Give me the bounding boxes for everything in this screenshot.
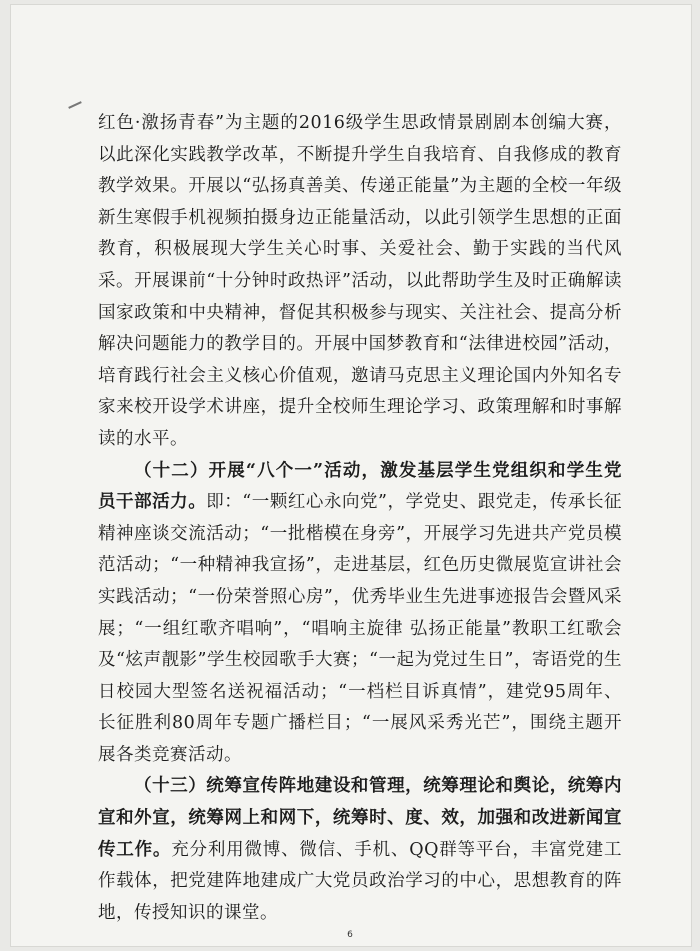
paragraph-3 [98, 771, 622, 929]
paragraph-3-body: 充分利用微博、微信、手机、QQ群等平台，丰富党建工作载体，把党建阵地建成广大党员政治学习的中心，思想教育的阵地，传授知识的课堂。 [98, 839, 622, 923]
paragraph-2-body: 即：“一颗红心永向党”，学党史、跟党走，传承长征精神座谈交流活动；“一批楷模在身旁”，开展学习先进共产党员模范活动；“一种精神我宣扬”，走进基层，红色历史微展览宣讲社会实践活动；“一份荣誉照心房”，优秀毕业生先进事迹报告会暨风采展；“一组红歌齐唱响”，“唱响主旋律 弘扬正能量”教职工红歌会及“炫声靓影”学生校园歌手大赛；“一起为党过生日”，寄语党的生日校园大型签名送祝福活动；“一档栏目诉真情”，建党95周年、长征胜利80周年专题广播栏目；“一展风采秀光芒”，围绕主题开展各类竞赛活动。 [98, 492, 622, 765]
paragraph-2 [98, 456, 622, 772]
paragraph-3-heading: （十三）统筹宣传阵地建设和管理，统筹理论和舆论，统筹内宣和外宣，统筹网上和网下，统筹时、度、效，加强和改进新闻宣传工作。 [98, 776, 622, 860]
scan-mark [68, 101, 82, 109]
page-number: 6 [347, 930, 353, 940]
paragraph-1: 红色·激扬青春”为主题的2016级学生思政情景剧剧本创编大赛，以此深化实践教学改革，不断提升学生自我培育、自我修成的教育教学效果。开展以“弘扬真善美、传递正能量”为主题的全校一年级新生寒假手机视频拍摄身边正能量活动，以此引领学生思想的正面教育，积极展现大学生关心时事、关爱社会、勤于实践的当代风采。开展课前“十分钟时政热评”活动，以此帮助学生及时正确解读国家政策和中央精神，督促其积极参与现实、关注社会、提高分析解决问题能力的教学目的。开展中国梦教育和“法律进校园”活动，培育践行社会主义核心价值观，邀请马克思主义理论国内外知名专家来校开设学术讲座，提升全校师生理论学习、政策理解和时事解读的水平。 [98, 113, 622, 449]
paragraph-2-heading: （十二）开展“八个一”活动，激发基层学生党组织和学生党员干部活力。 [98, 460, 622, 513]
body-text [98, 108, 622, 929]
